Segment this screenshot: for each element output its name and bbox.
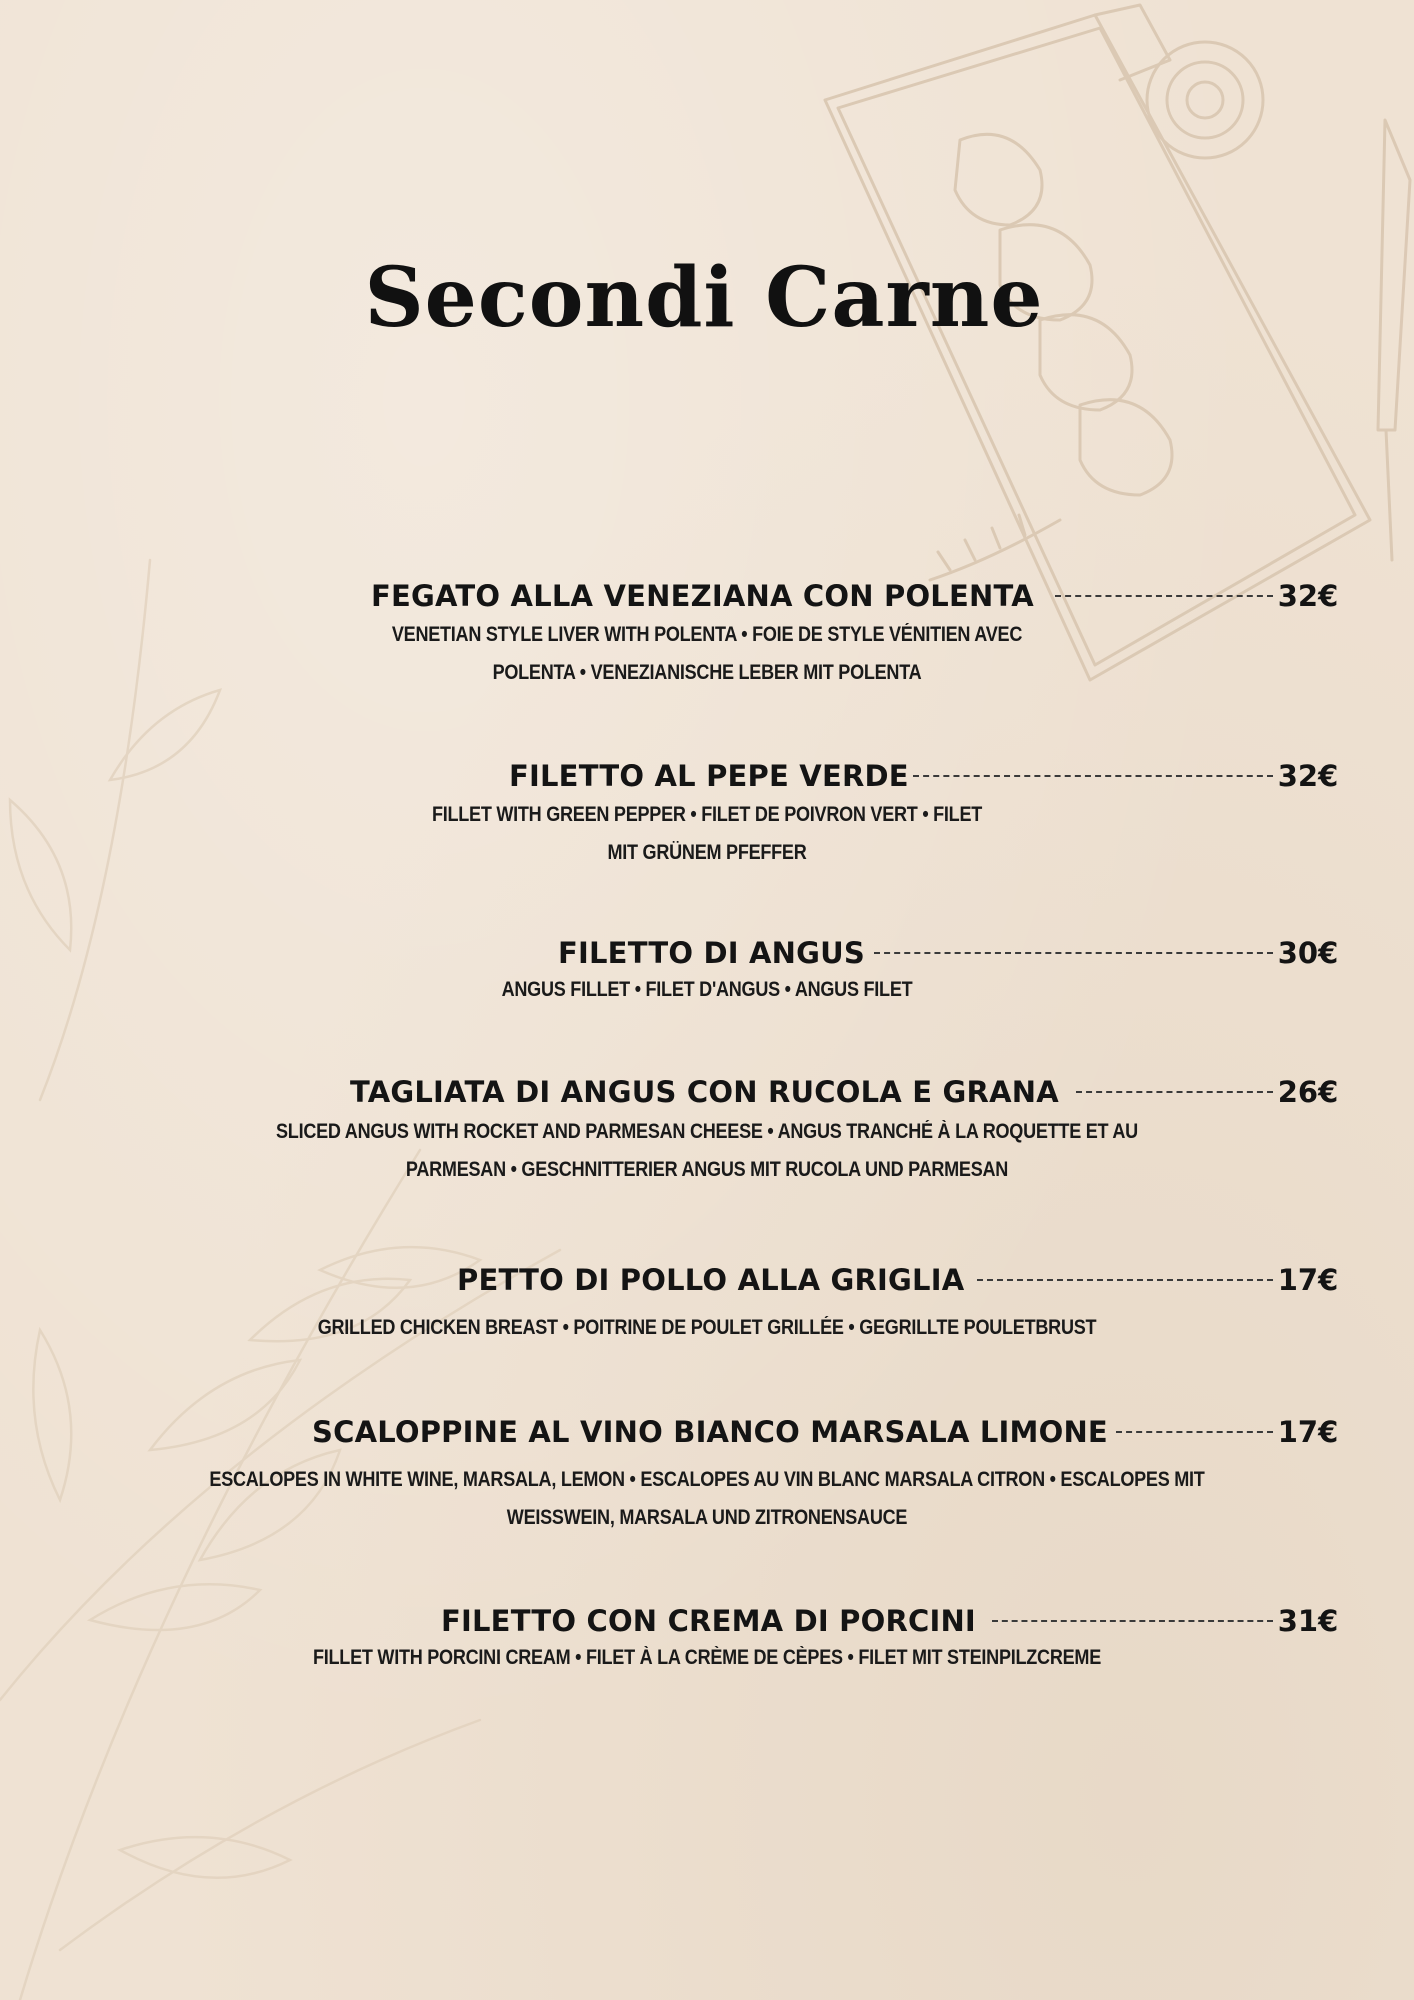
menu-item: [0, 1412, 1414, 1532]
dotted-leader: [1055, 595, 1273, 597]
menu-item-name: FILETTO DI ANGUS: [558, 936, 865, 970]
dotted-leader: [1116, 1431, 1273, 1433]
menu-item-header: [0, 933, 1414, 973]
menu-item-name: SCALOPPINE AL VINO BIANCO MARSALA LIMONE: [312, 1415, 1108, 1449]
dotted-leader: [1076, 1091, 1273, 1093]
menu-item-description: POLENTA • VENEZIANISCHE LEBER MIT POLENTA: [492, 661, 922, 684]
menu-item-price: 30€: [1277, 936, 1339, 970]
menu-item-price: 31€: [1277, 1604, 1339, 1638]
menu-item-description: ESCALOPES IN WHITE WINE, MARSALA, LEMON • ESCALOPES AU VIN BLANC MARSALA CITRON • ESCALOPES MIT: [209, 1468, 1205, 1491]
page-title: Secondi Carne: [364, 250, 1044, 346]
menu-item-name: FILETTO CON CREMA DI PORCINI: [441, 1604, 976, 1638]
menu-item: [0, 756, 1414, 876]
menu-item: [0, 1601, 1414, 1721]
menu-item-name: TAGLIATA DI ANGUS CON RUCOLA E GRANA: [350, 1075, 1059, 1109]
menu-item-header: [0, 1601, 1414, 1641]
menu-item-description: PARMESAN • GESCHNITTERIER ANGUS MIT RUCOLA UND PARMESAN: [405, 1158, 1009, 1181]
menu-item-price: 26€: [1277, 1075, 1339, 1109]
menu-item-price: 32€: [1277, 579, 1339, 613]
menu-item: [0, 933, 1414, 1053]
menu-item: [0, 1260, 1414, 1380]
menu-item-header: [0, 1072, 1414, 1112]
menu-item-header: [0, 576, 1414, 616]
menu-item-description: WEISSWEIN, MARSALA UND ZITRONENSAUCE: [506, 1506, 908, 1529]
menu-item: [0, 576, 1414, 696]
menu-item-description: MIT GRÜNEM PFEFFER: [607, 841, 807, 864]
dotted-leader: [992, 1620, 1273, 1622]
menu-item-price: 32€: [1277, 759, 1339, 793]
dotted-leader: [913, 775, 1273, 777]
dotted-leader: [874, 952, 1273, 954]
menu-item-description: GRILLED CHICKEN BREAST • POITRINE DE POULET GRILLÉE • GEGRILLTE POULETBRUST: [317, 1316, 1097, 1339]
menu-item-description: SLICED ANGUS WITH ROCKET AND PARMESAN CHEESE • ANGUS TRANCHÉ À LA ROQUETTE ET AU: [276, 1120, 1138, 1143]
dotted-leader: [977, 1279, 1273, 1281]
menu-item-name: FEGATO ALLA VENEZIANA CON POLENTA: [371, 579, 1034, 613]
menu-item-price: 17€: [1277, 1263, 1339, 1297]
menu-item-description: VENETIAN STYLE LIVER WITH POLENTA • FOIE DE STYLE VÉNITIEN AVEC: [391, 623, 1023, 646]
menu-item-header: [0, 756, 1414, 796]
menu-item-price: 17€: [1277, 1415, 1339, 1449]
menu-item-description: ANGUS FILLET • FILET D'ANGUS • ANGUS FILET: [501, 978, 913, 1001]
menu-item-name: PETTO DI POLLO ALLA GRIGLIA: [457, 1263, 965, 1297]
menu-item-description: FILLET WITH GREEN PEPPER • FILET DE POIVRON VERT • FILET: [431, 803, 983, 826]
menu-item-description: FILLET WITH PORCINI CREAM • FILET À LA CRÈME DE CÈPES • FILET MIT STEINPILZCREME: [312, 1646, 1101, 1669]
menu-item-header: [0, 1412, 1414, 1452]
menu-item: [0, 1072, 1414, 1192]
menu-item-header: [0, 1260, 1414, 1300]
menu-item-name: FILETTO AL PEPE VERDE: [509, 759, 909, 793]
